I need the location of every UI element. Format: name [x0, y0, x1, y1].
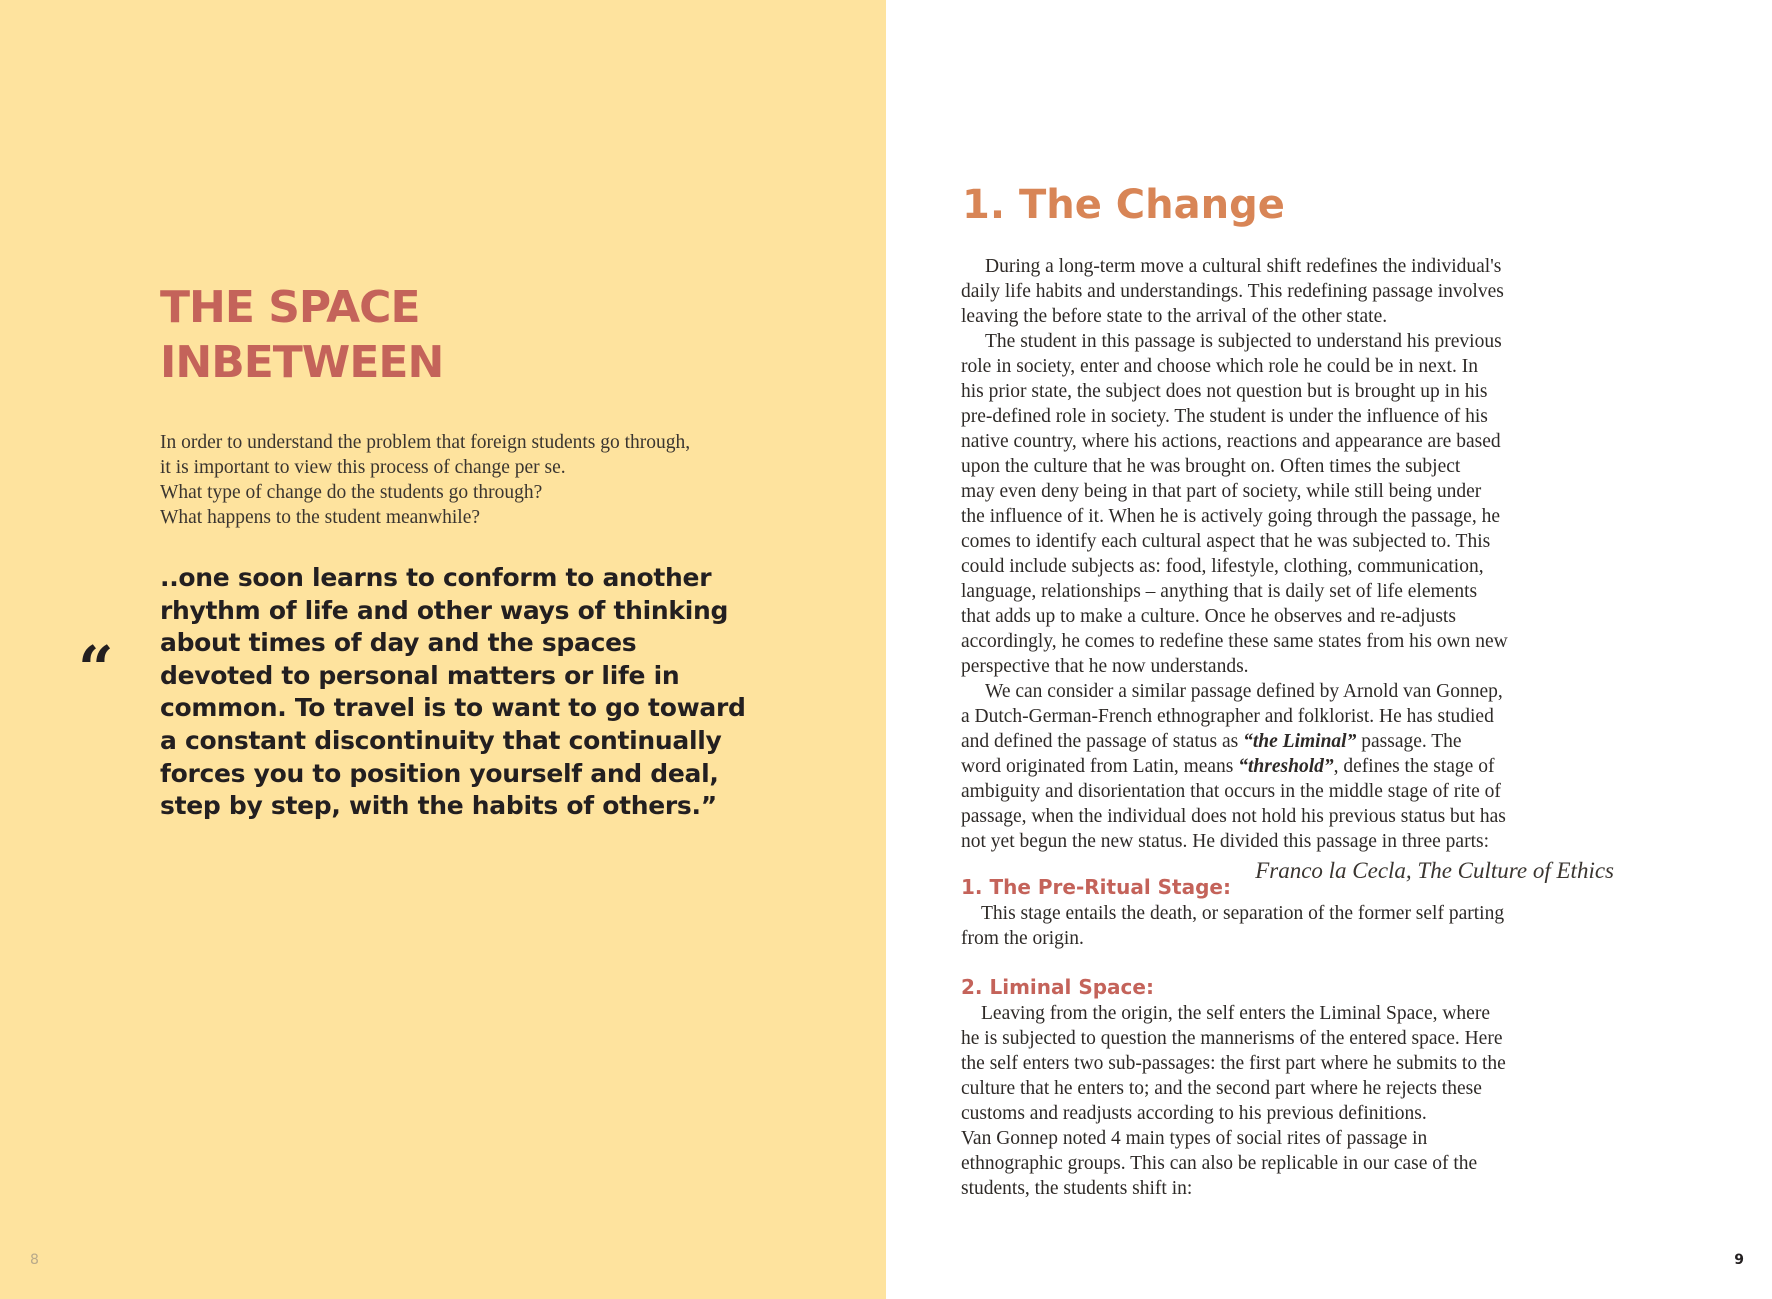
quote-line: step by step, with the habits of others.” — [160, 791, 717, 821]
quote-line: rhythm of life and other ways of thinking — [160, 595, 729, 625]
body-line: This stage entails the death, or separation of the former self parting — [981, 903, 1505, 924]
intro-line: In order to understand the problem that foreign students go through, — [160, 432, 691, 453]
text-run: and defined the passage of status as — [961, 731, 1244, 752]
section-title: 1. The Change — [962, 182, 1285, 228]
body-line: We can consider a similar passage defined by Arnold van Gonnep, — [985, 681, 1503, 702]
quote-line: common. To travel is to want to go toward — [160, 693, 746, 723]
body-line: daily life habits and understandings. This redefining passage involves — [961, 281, 1504, 302]
body-line: leaving the before state to the arrival of the other state. — [961, 306, 1388, 327]
title-line: THE SPACE — [160, 282, 420, 333]
body-line: from the origin. — [961, 928, 1084, 949]
body-line: ambiguity and disorientation that occurs in the middle stage of rite of — [961, 781, 1501, 802]
body-line — [961, 729, 1541, 754]
quote-line: about times of day and the spaces — [160, 628, 637, 658]
body-line: the self enters two sub-passages: the first part where he submits to the — [961, 1053, 1506, 1074]
quote-line: forces you to position yourself and deal, — [160, 758, 719, 788]
body-line: perspective that he now understands. — [961, 656, 1249, 677]
quote-line: a constant discontinuity that continually — [160, 725, 722, 755]
body-line: role in society, enter and choose which role he could be in next. In — [961, 356, 1478, 377]
quote-mark-icon: “ — [78, 632, 114, 705]
body-line: Van Gonnep noted 4 main types of social rites of passage in — [961, 1128, 1428, 1149]
intro-paragraph — [160, 430, 750, 530]
text-run: word originated from Latin, means — [961, 756, 1239, 777]
body-line: accordingly, he comes to redefine these same states from his own new — [961, 631, 1508, 652]
term-threshold: “threshold” — [1238, 756, 1334, 777]
text-run: passage. The — [1356, 731, 1462, 752]
section2-text — [961, 1001, 1541, 1201]
intro-line: it is important to view this process of change per se. — [160, 457, 566, 478]
page-title — [160, 280, 443, 390]
term-liminal: “the Liminal” — [1243, 731, 1357, 752]
body-line: During a long-term move a cultural shift redefines the individual's — [985, 256, 1502, 277]
body-line: may even deny being in that part of society, while still being under — [961, 481, 1482, 502]
body-line: a Dutch-German-French ethnographer and folklorist. He has studied — [961, 706, 1494, 727]
body-paragraphs — [961, 254, 1541, 854]
body-line: passage, when the individual does not hold his previous status but has — [961, 806, 1506, 827]
subheading-liminal-space: 2. Liminal Space: — [961, 975, 1154, 999]
body-line: the influence of it. When he is actively going through the passage, he — [961, 506, 1500, 527]
pull-quote — [160, 562, 746, 823]
body-line: native country, where his actions, reactions and appearance are based — [961, 431, 1501, 452]
page-number-left: 8 — [30, 1252, 39, 1268]
body-line: culture that he enters to; and the second part where he rejects these — [961, 1078, 1482, 1099]
page-number-right: 9 — [1734, 1252, 1744, 1268]
body-line: Leaving from the origin, the self enters the Liminal Space, where — [981, 1003, 1490, 1024]
intro-line: What type of change do the students go through? — [160, 482, 543, 503]
text-run: , defines the stage of — [1333, 756, 1495, 777]
body-line: could include subjects as: food, lifestyle, clothing, communication, — [961, 556, 1484, 577]
body-line: upon the culture that he was brought on. Often times the subject — [961, 456, 1461, 477]
body-line: his prior state, the subject does not question but is brought up in his — [961, 381, 1488, 402]
body-line: customs and readjusts according to his previous definitions. — [961, 1103, 1427, 1124]
section1-text — [961, 901, 1541, 951]
body-line: that adds up to make a culture. Once he observes and re-adjusts — [961, 606, 1456, 627]
quote-attribution: Franco la Cecla, The Culture of Ethics — [1255, 858, 1614, 883]
intro-line: What happens to the student meanwhile? — [160, 507, 481, 528]
quote-line: ..one soon learns to conform to another — [160, 563, 712, 592]
body-line: language, relationships – anything that is daily set of life elements — [961, 581, 1478, 602]
body-line: The student in this passage is subjected to understand his previous — [985, 331, 1502, 352]
quote-line: devoted to personal matters or life in — [160, 660, 680, 690]
title-line: INBETWEEN — [160, 337, 444, 388]
body-line: he is subjected to question the mannerisms of the entered space. Here — [961, 1028, 1503, 1049]
body-line — [961, 754, 1541, 779]
subheading-pre-ritual: 1. The Pre-Ritual Stage: — [961, 875, 1231, 899]
body-line: students, the students shift in: — [961, 1178, 1193, 1199]
body-line: comes to identify each cultural aspect that he was subjected to. This — [961, 531, 1491, 552]
body-line: pre-defined role in society. The student is under the influence of his — [961, 406, 1488, 427]
body-line: ethnographic groups. This can also be replicable in our case of the — [961, 1153, 1478, 1174]
body-line: not yet begun the new status. He divided this passage in three parts: — [961, 831, 1490, 852]
